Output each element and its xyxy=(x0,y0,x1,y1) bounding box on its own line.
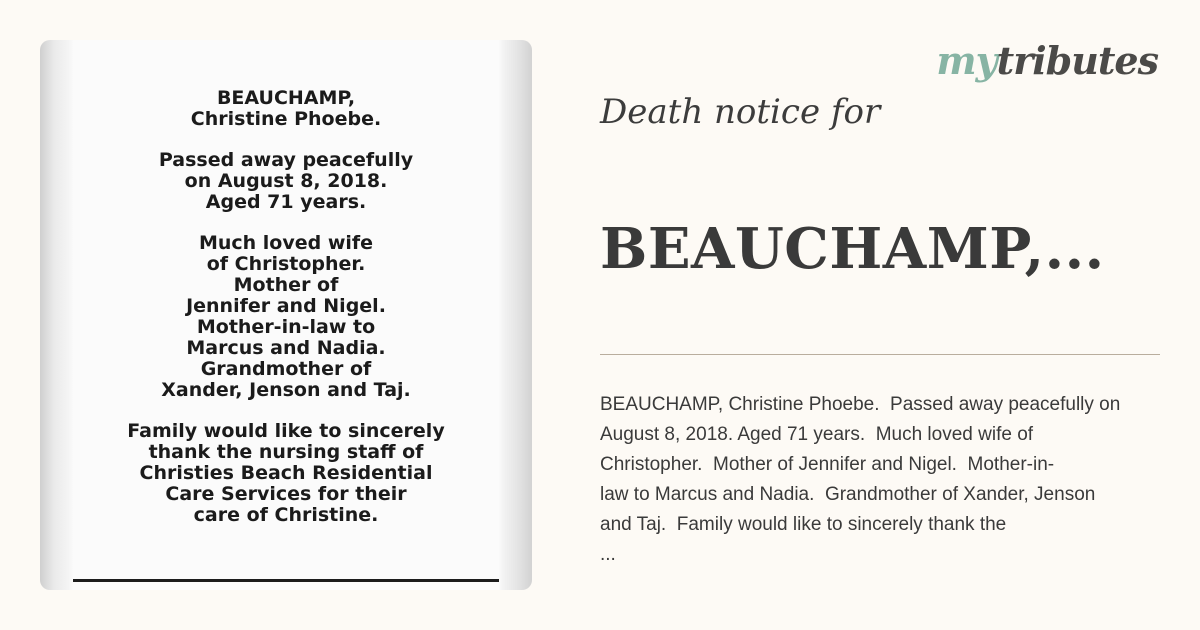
notice-line: Grandmother of xyxy=(200,358,372,380)
notice-line: Passed away peacefully xyxy=(158,149,414,171)
notice-line: Christies Beach Residential xyxy=(139,462,433,484)
notice-line: Much loved wife xyxy=(198,232,374,254)
notice-paragraph xyxy=(73,233,499,401)
notice-line: Marcus and Nadia. xyxy=(186,337,386,359)
notice-paragraph xyxy=(73,421,499,526)
brand-logo-tributes: tributes xyxy=(996,38,1158,83)
notice-line: thank the nursing staff of xyxy=(148,441,424,463)
excerpt-line: Christopher. Mother of Jennifer and Nigel. Mother-in- xyxy=(600,454,1055,475)
notice-line: Xander, Jenson and Taj. xyxy=(161,379,411,401)
notice-excerpt xyxy=(600,390,1190,570)
notice-line: Christine Phoebe. xyxy=(190,108,382,130)
excerpt-line: August 8, 2018. Aged 71 years. Much loved wife of xyxy=(600,424,1034,445)
notice-line: Jennifer and Nigel. xyxy=(186,295,386,317)
notice-image xyxy=(40,40,532,590)
page-subtitle: Death notice for xyxy=(600,92,881,132)
notice-line: Care Services for their xyxy=(165,483,407,505)
notice-paragraph xyxy=(73,88,499,130)
notice-line: care of Christine. xyxy=(193,504,379,526)
notice-paragraph xyxy=(73,150,499,213)
notice-bottom-rule xyxy=(73,579,499,582)
excerpt-line: law to Marcus and Nadia. Grandmother of Xander, Jenson xyxy=(600,484,1096,505)
excerpt-ellipsis: ... xyxy=(600,544,616,565)
notice-line: Mother of xyxy=(233,274,339,296)
notice-line: Aged 71 years. xyxy=(205,191,367,213)
notice-line: Family would like to sincerely xyxy=(127,420,445,442)
divider xyxy=(600,354,1160,355)
excerpt-line: BEAUCHAMP, Christine Phoebe. Passed away peacefully on xyxy=(600,394,1121,415)
excerpt-line: and Taj. Family would like to sincerely thank the xyxy=(600,514,1007,535)
brand-logo xyxy=(936,38,1158,83)
brand-logo-my: my xyxy=(936,38,997,83)
notice-paper xyxy=(73,40,499,590)
notice-text xyxy=(73,88,499,546)
deceased-name-title: BEAUCHAMP,... xyxy=(600,216,1105,282)
notice-line: of Christopher. xyxy=(206,253,366,275)
notice-line: Mother-in-law to xyxy=(196,316,376,338)
notice-line: on August 8, 2018. xyxy=(184,170,388,192)
notice-line: BEAUCHAMP, xyxy=(216,87,356,109)
